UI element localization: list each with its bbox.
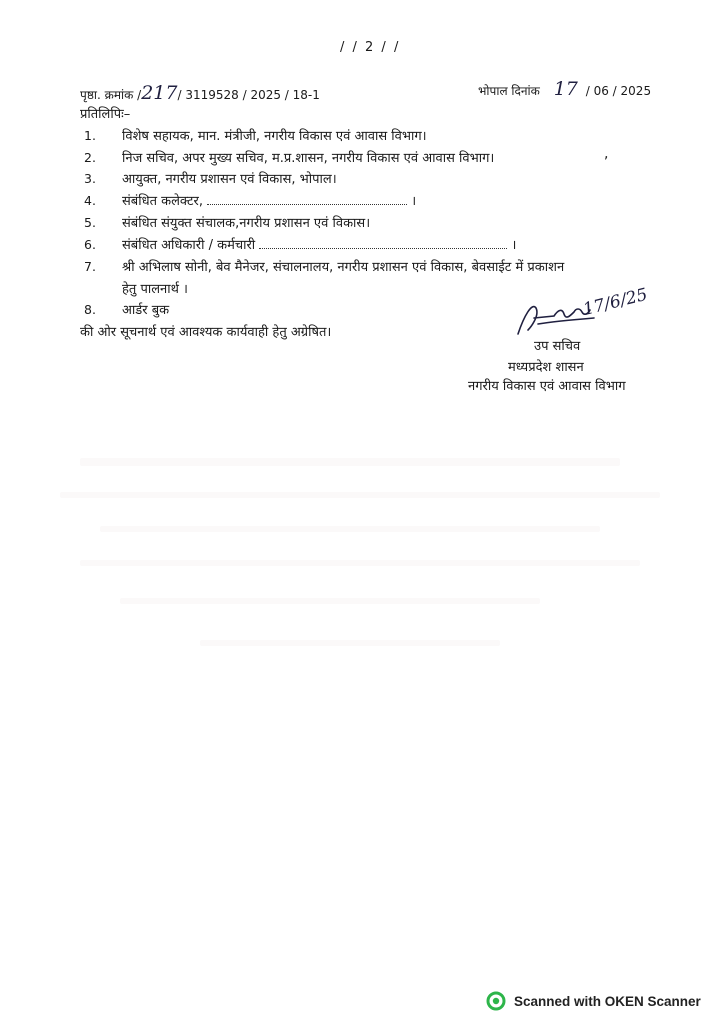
- list-item-text: संबंधित अधिकारी / कर्मचारी: [122, 238, 256, 253]
- signatory-government: मध्यप्रदेश शासन: [508, 360, 584, 375]
- list-item: श्री अभिलाष सोनी, बेव मैनेजर, संचालनालय, नगरीय प्रशासन एवं विकास, बेवसाईट में प्रकाशन: [122, 260, 565, 275]
- list-item: निज सचिव, अपर मुख्य सचिव, म.प्र.शासन, नगरीय विकास एवं आवास विभाग।: [122, 151, 495, 166]
- scanner-logo-icon: [486, 991, 506, 1011]
- copy-to-label: प्रतिलिपिः–: [80, 107, 131, 122]
- list-item-number: 1.: [84, 128, 96, 143]
- list-item-number: 2.: [84, 150, 96, 165]
- date-rest: / 06 / 2025: [585, 84, 652, 98]
- list-item: [122, 191, 416, 209]
- dotted-fill-line: [259, 238, 507, 249]
- list-item-number: 5.: [84, 215, 96, 230]
- signatory-department: नगरीय विकास एवं आवास विभाग: [468, 379, 626, 394]
- list-item-number: 7.: [84, 259, 96, 274]
- stray-comma-mark: ,: [604, 146, 609, 162]
- list-item-text: संबंधित कलेक्टर,: [122, 194, 203, 209]
- scanner-watermark-text: Scanned with OKEN Scanner: [514, 993, 701, 1009]
- closing-line: की ओर सूचनार्थ एवं आवश्यक कार्यवाही हेतु अग्रेषित।: [80, 325, 332, 340]
- page-marker: / / 2 / /: [340, 40, 401, 55]
- list-item: संबंधित संयुक्त संचालक,नगरीय प्रशासन एवं विकास।: [122, 216, 371, 231]
- date-line: [478, 78, 651, 100]
- list-item-number: 8.: [84, 302, 96, 317]
- list-item-number: 4.: [84, 193, 96, 208]
- scanner-watermark: [486, 990, 716, 1012]
- list-item: आयुक्त, नगरीय प्रशासन एवं विकास, भोपाल।: [122, 172, 337, 187]
- reference-number: [80, 82, 320, 104]
- list-item-continuation: हेतु पालनार्थ ।: [122, 282, 188, 297]
- reference-handwritten-number: 217: [141, 82, 178, 104]
- reference-suffix: / 3119528 / 2025 / 18-1: [177, 88, 320, 102]
- list-item-end: ।: [411, 194, 417, 209]
- list-item-number: 3.: [84, 171, 96, 186]
- reference-label: पृष्ठा. क्रमांक /: [80, 88, 142, 102]
- dotted-fill-line: [207, 194, 407, 205]
- list-item: आर्डर बुक: [122, 303, 170, 318]
- signature-date: 17/6/25: [581, 284, 650, 320]
- list-item: [122, 235, 516, 253]
- list-item-number: 6.: [84, 237, 96, 252]
- date-label: भोपाल दिनांक: [478, 84, 540, 98]
- list-item-end: ।: [511, 238, 517, 253]
- date-handwritten-day: 17: [553, 78, 578, 100]
- list-item: विशेष सहायक, मान. मंत्रीजी, नगरीय विकास एवं आवास विभाग।: [122, 129, 427, 144]
- signatory-title: उप सचिव: [534, 339, 581, 354]
